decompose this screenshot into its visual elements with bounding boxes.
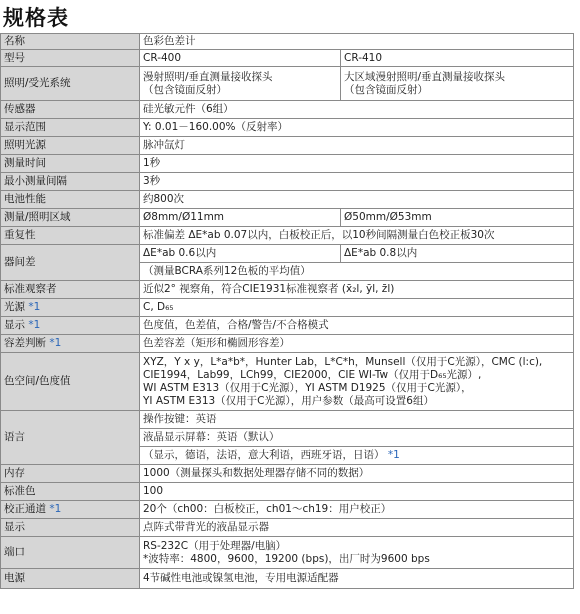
footnote-mark: *1 (49, 503, 62, 515)
table-row (1, 519, 574, 537)
row-value: 色差容差（矩形和椭圆形容差） (140, 335, 574, 353)
table-row (1, 317, 574, 335)
row-value-line: RS-232C（用于处理器/电脑） (143, 539, 287, 552)
row-value: 标准偏差 ΔE*ab 0.07以内，白板校正后，以10秒间隔测量白色校正板30次 (140, 227, 574, 245)
table-row (1, 245, 574, 263)
table-row (1, 67, 574, 101)
row-label (1, 317, 140, 335)
row-label-text: 显示 (4, 319, 25, 331)
row-label: 显示范围 (1, 119, 140, 137)
row-value: 100 (140, 483, 574, 501)
row-label: 测量/照明区域 (1, 209, 140, 227)
table-row (1, 483, 574, 501)
row-label: 内存 (1, 465, 140, 483)
row-value: 1秒 (140, 155, 574, 173)
row-value-line: CIE1994，Lab99，LCh99，CIE2000，CIE WI-Tw（仅用于D₆₅光源）, (143, 368, 482, 381)
table-row (1, 119, 574, 137)
row-label: 电池性能 (1, 191, 140, 209)
row-value: 脉冲氙灯 (140, 137, 574, 155)
row-value: 色度值，色差值，合格/警告/不合格模式 (140, 317, 574, 335)
row-label: 色空间/色度值 (1, 353, 140, 411)
table-row (1, 209, 574, 227)
row-value: 20个（ch00：白板校正，ch01～ch19：用户校正） (140, 501, 574, 519)
row-label (1, 299, 140, 317)
table-row (1, 173, 574, 191)
spec-table (0, 33, 574, 589)
row-value: 点阵式带背光的液晶显示器 (140, 519, 574, 537)
row-label: 重复性 (1, 227, 140, 245)
page-title: 规格表 (3, 6, 69, 30)
row-value: 液晶显示屏幕：英语（默认） (140, 429, 574, 447)
row-value (140, 67, 341, 101)
table-row (1, 137, 574, 155)
row-value: 3秒 (140, 173, 574, 191)
row-label-text: 光源 (4, 301, 25, 313)
table-row (1, 155, 574, 173)
row-value: 硅光敏元件（6组） (140, 101, 574, 119)
row-value: Y: 0.01－160.00%（反射率） (140, 119, 574, 137)
row-value-line: WI ASTM E313（仅用于C光源），YI ASTM D1925（仅用于C光源）， (143, 381, 472, 394)
row-value-line: *波特率：4800，9600，19200 (bps)，出厂时为9600 bps (143, 552, 430, 565)
row-value-line: （包含镜面反射） (143, 83, 227, 96)
table-row (1, 281, 574, 299)
row-label: 标准观察者 (1, 281, 140, 299)
table-row (1, 299, 574, 317)
row-value: CR-410 (341, 50, 574, 67)
row-value-line: （包含镜面反射） (344, 83, 428, 96)
table-row (1, 101, 574, 119)
footnote-mark: *1 (28, 301, 41, 313)
table-row (1, 465, 574, 483)
table-row (1, 50, 574, 67)
row-value: 操作按键：英语 (140, 411, 574, 429)
row-label: 显示 (1, 519, 140, 537)
row-label: 电源 (1, 569, 140, 589)
row-value (140, 447, 574, 465)
table-row (1, 34, 574, 50)
row-label: 照明光源 (1, 137, 140, 155)
table-row (1, 353, 574, 411)
row-value: C, D₆₅ (140, 299, 574, 317)
row-label: 语言 (1, 411, 140, 465)
row-label: 端口 (1, 537, 140, 569)
row-value: ΔE*ab 0.6以内 (140, 245, 341, 263)
row-label (1, 501, 140, 519)
table-row (1, 227, 574, 245)
row-value: CR-400 (140, 50, 341, 67)
row-label: 测量时间 (1, 155, 140, 173)
row-value: ΔE*ab 0.8以内 (341, 245, 574, 263)
table-row (1, 191, 574, 209)
row-value: 色彩色差计 (140, 34, 574, 50)
row-value-line: XYZ，Y x y，L*a*b*，Hunter Lab，L*C*h，Munsell（仅用于C光源），CMC (l:c), (143, 355, 543, 368)
row-value: Ø50mm/Ø53mm (341, 209, 574, 227)
row-label: 照明/受光系统 (1, 67, 140, 101)
row-value: 近似2° 视察角，符合CIE1931标准视察者 (x̄₂l, ȳl, z̄l) (140, 281, 574, 299)
row-value: 1000（测量探头和数据处理器存储不同的数据） (140, 465, 574, 483)
row-label: 标准色 (1, 483, 140, 501)
table-row (1, 569, 574, 589)
row-value (140, 537, 574, 569)
row-value: Ø8mm/Ø11mm (140, 209, 341, 227)
row-label: 器间差 (1, 245, 140, 281)
row-value-line: 大区域漫射照明/垂直测量接收探头 (344, 70, 506, 83)
row-label: 名称 (1, 34, 140, 50)
footnote-mark: *1 (387, 449, 400, 461)
row-value (341, 67, 574, 101)
row-value-line: YI ASTM E313（仅用于C光源），用户参数（最高可设置6组） (143, 394, 434, 407)
row-value (140, 353, 574, 411)
row-label (1, 335, 140, 353)
row-label: 传感器 (1, 101, 140, 119)
row-value: 约800次 (140, 191, 574, 209)
table-row (1, 537, 574, 569)
table-row (1, 501, 574, 519)
row-value: （测量BCRA系列12色板的平均值） (140, 263, 574, 281)
row-label: 最小测量间隔 (1, 173, 140, 191)
row-label: 型号 (1, 50, 140, 67)
row-value-text: （显示，德语，法语，意大利语，西班牙语，日语） (143, 449, 385, 461)
footnote-mark: *1 (49, 337, 62, 349)
table-row (1, 411, 574, 429)
row-value-line: 漫射照明/垂直测量接收探头 (143, 70, 273, 83)
row-label-text: 容差判断 (4, 337, 46, 349)
row-label-text: 校正通道 (4, 503, 46, 515)
table-row (1, 335, 574, 353)
row-value: 4节碱性电池或镍氢电池，专用电源适配器 (140, 569, 574, 589)
footnote-mark: *1 (28, 319, 41, 331)
